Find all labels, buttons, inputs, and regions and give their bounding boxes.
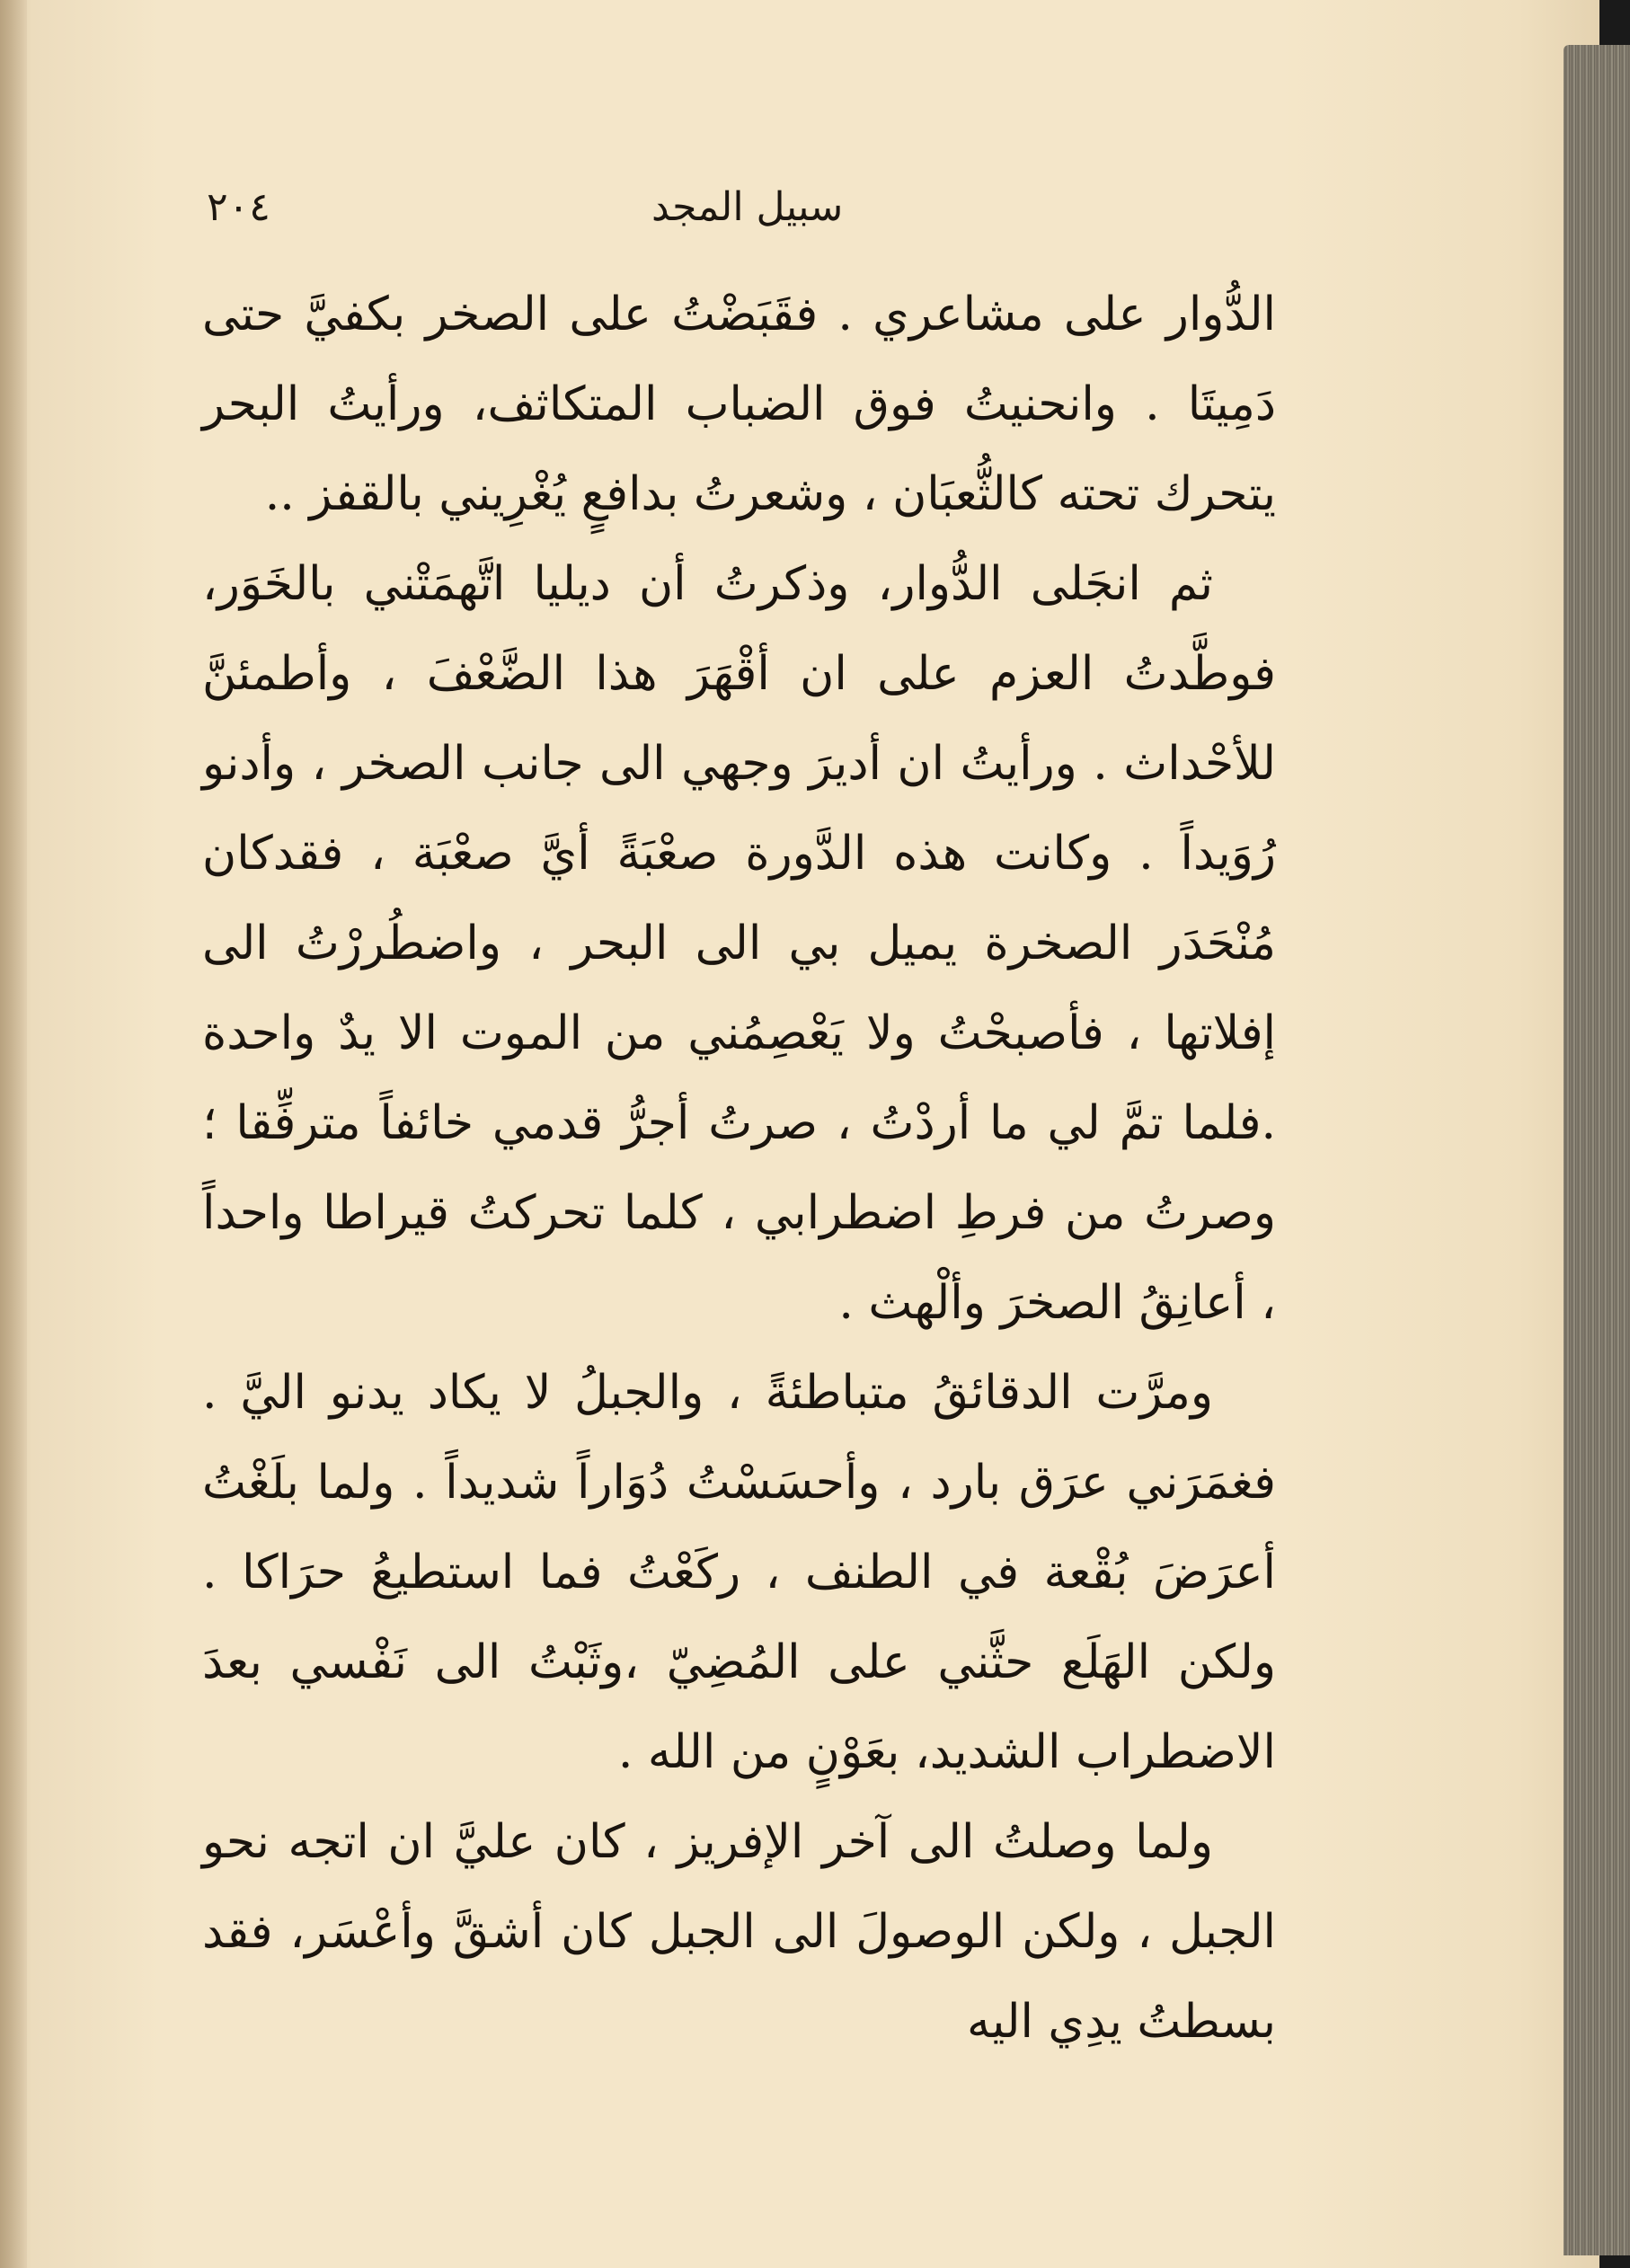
page-header (207, 184, 1276, 247)
body-text (202, 270, 1276, 2067)
paragraph-3: ومرَّت الدقائقُ متباطئةً ، والجبلُ لا يكاد يدنو اليَّ . فغمَرَني عرَق بارد ، وأحسَسْتُ دُوَاراً شديداً . ولما بلَغْتُ أعرَضَ بُقْعة في الطنف ، ركَعْتُ فما استطيعُ حرَاكا . ولكن الهَلَع حثَّني على المُضِيّ ،وثَبْتُ الى نَفْسي بعدَ الاضطراب الشديد، بعَوْنٍ من الله . (202, 1366, 1276, 1779)
running-title: سبيل المجد (651, 184, 844, 230)
gutter-shadow (0, 0, 27, 2268)
page-edges (1564, 45, 1630, 2255)
page-number: ٢٠٤ (207, 184, 270, 230)
paragraph-4: ولما وصلتُ الى آخر الإفريز ، كان عليَّ ان اتجه نحو الجبل ، ولكن الوصولَ الى الجبل كان أشقَّ وأعْسَر، فقد بسطتُ يدِي اليه (202, 1815, 1276, 2049)
paragraph-2: ثم انجَلى الدُّوار، وذكرتُ أن ديليا اتَّهمَتْني بالخَوَر، فوطَّدتُ العزم على ان أقْهَرَ هذا الضَّعْفَ ، وأطمئنَّ للأحْداث . ورأيتُ ان أديرَ وجهي الى جانب الصخر ، وأدنو رُوَيداً . وكانت هذه الدَّورة صعْبَةً أيَّ صعْبَة ، فقدكان مُنْحَدَر الصخرة يميل بي الى البحر ، واضطُررْتُ الى إفلاتها ، فأصبحْتُ ولا يَعْصِمُني من الموت الا يدٌ واحدة .فلما تمَّ لي ما أردْتُ ، صرتُ أجرُّ قدمي خائفاً مترفِّقا ؛ وصرتُ من فرطِ اضطرابي ، كلما تحركتُ قيراطا واحداً ، أعانِقُ الصخرَ وألْهث . (202, 557, 1276, 1330)
paragraph-1: الدُّوار على مشاعري . فقَبَضْتُ على الصخر بكفيَّ حتى دَمِيتَا . وانحنيتُ فوق الضباب المتكاثف، ورأيتُ البحر يتحرك تحته كالثُّعبَان ، وشعرتُ بدافعٍ يُغْرِيني بالقفز .. (202, 288, 1276, 521)
